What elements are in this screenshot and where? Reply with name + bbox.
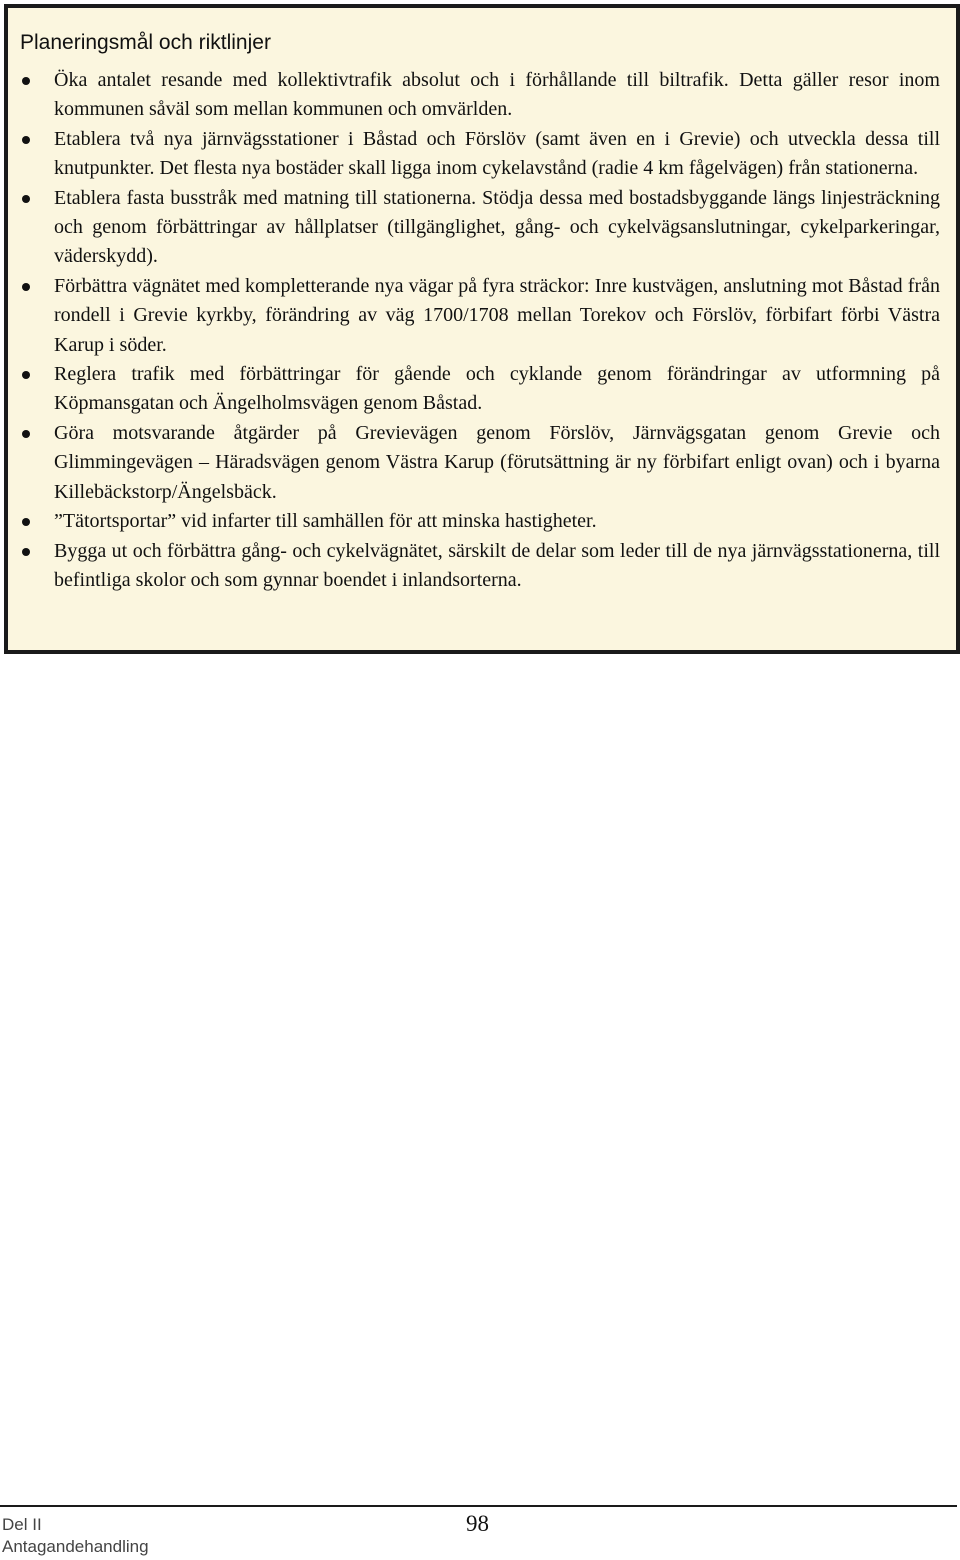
goals-list xyxy=(18,66,940,595)
list-item xyxy=(18,125,940,184)
list-item xyxy=(18,66,940,125)
list-item-text: Göra motsvarande åtgärder på Grevievägen genom Förslöv, Järnvägsgatan genom Grevie och Glimmingevägen – Häradsvägen genom Västra Karup (förutsättning är ny förbifart enligt ovan) och i byarna Killebäckstorp/Ängelsbäck. xyxy=(54,421,940,503)
bullet-icon xyxy=(22,548,30,556)
planning-goals-box xyxy=(4,4,960,654)
bullet-icon xyxy=(22,195,30,203)
footer-divider xyxy=(0,1505,957,1507)
footer-section: Del II xyxy=(2,1515,42,1534)
list-item xyxy=(18,272,940,360)
box-title: Planeringsmål och riktlinjer xyxy=(20,31,271,54)
bullet-icon xyxy=(22,430,30,438)
bullet-icon xyxy=(22,283,30,291)
list-item-text: Öka antalet resande med kollektivtrafik absolut och i förhållande till biltrafik. Detta gäller resor inom kommunen såväl som mellan kommunen och omvärlden. xyxy=(54,69,940,121)
list-item xyxy=(18,184,940,272)
list-item xyxy=(18,419,940,507)
list-item xyxy=(18,360,940,419)
list-item xyxy=(18,537,940,596)
list-item-text: Förbättra vägnätet med kompletterande nya vägar på fyra sträckor: Inre kustvägen, anslutning mot Båstad från rondell i Grevie kyrkby, förändring av väg 1700/1708 mellan Torekov och Förslöv, förbifart förbi Västra Karup i söder. xyxy=(54,274,940,356)
bullet-icon xyxy=(22,77,30,85)
list-item-text: Etablera fasta busstråk med matning till stationerna. Stödja dessa med bostadsbyggande längs linjesträckning och genom förbättringar av hållplatser (tillgänglighet, gång- och cykelvägsanslutningar, cykelparkeringar, väderskydd). xyxy=(54,186,940,268)
footer-document-status: Antagandehandling xyxy=(2,1537,149,1556)
list-item-text: ”Tätortsportar” vid infarter till samhällen för att minska hastigheter. xyxy=(54,510,597,533)
page-number: 98 xyxy=(466,1511,489,1536)
list-item-text: Bygga ut och förbättra gång- och cykelvägnätet, särskilt de delar som leder till de nya järnvägsstationerna, till befintliga skolor och som gynnar boendet i inlandsorterna. xyxy=(54,539,940,591)
list-item xyxy=(18,507,940,536)
bullet-icon xyxy=(22,518,30,526)
bullet-icon xyxy=(22,136,30,144)
list-item-text: Reglera trafik med förbättringar för gående och cyklande genom förändringar av utformning på Köpmansgatan och Ängelholmsvägen genom Båstad. xyxy=(54,363,940,415)
footer-info xyxy=(2,1514,149,1558)
list-item-text: Etablera två nya järnvägsstationer i Båstad och Förslöv (samt även en i Grevie) och utveckla dessa till knutpunkter. Det flesta nya bostäder skall ligga inom cykelavstånd (radie 4 km fågelvägen) från stationerna. xyxy=(54,127,940,180)
bullet-icon xyxy=(22,371,30,379)
